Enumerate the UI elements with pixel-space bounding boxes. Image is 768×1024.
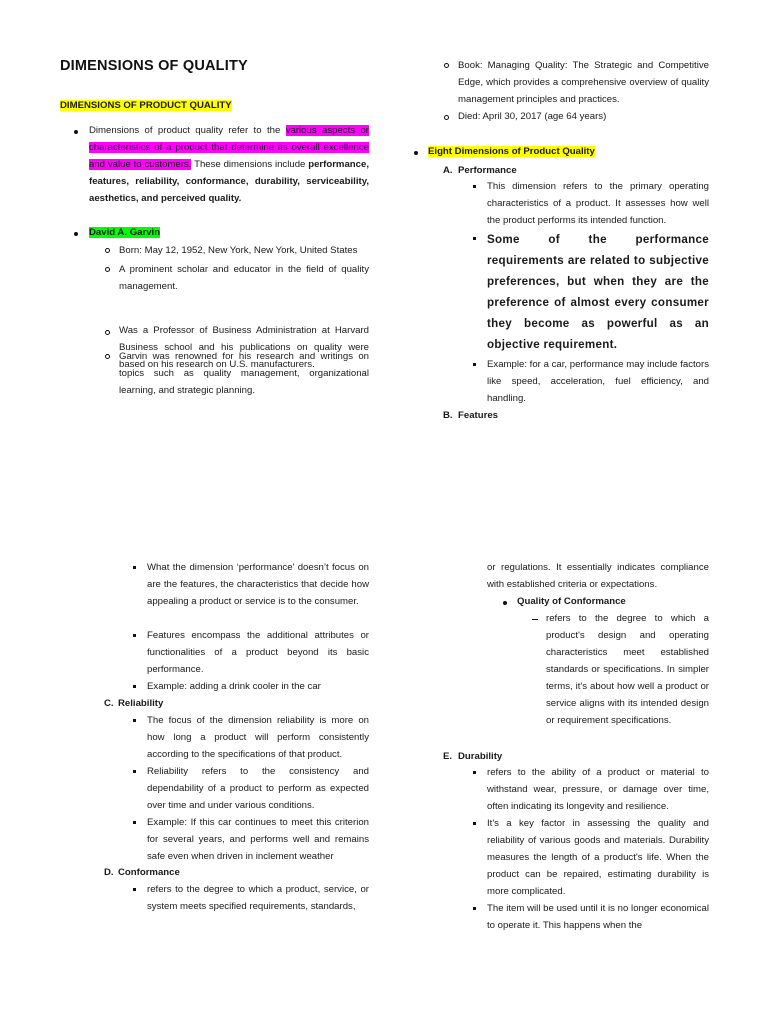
durability-item: The item will be used until it is no longer economical to operate it. This happens when the <box>487 903 709 931</box>
section-title-reliability: Reliability <box>118 698 164 709</box>
section-letter-a: A. <box>443 165 453 176</box>
square-bullet-icon <box>133 719 136 722</box>
section-letter-e: E. <box>443 751 453 762</box>
performance-item-emphasis: Some of the performance requirements are related to subjective preferences, but when they are the preference of almost every consumer they become as powerful as an objective requirement. <box>487 233 709 351</box>
square-bullet-icon <box>473 822 476 825</box>
conformance-continued: or regulations. It essentially indicates compliance with established criteria or expectations. <box>487 562 709 590</box>
garvin-heading <box>89 227 160 238</box>
features-item: What the dimension ‘performance’ doesn’t focus on are the features, the characteristics that decide how appealing a product or service is to the consumer. <box>147 562 369 607</box>
section-letter-b: B. <box>443 410 453 421</box>
intro-pre: Dimensions of product quality refer to the <box>89 125 286 136</box>
died-item: Died: April 30, 2017 (age 64 years) <box>458 111 607 122</box>
quality-of-conformance-title: Quality of Conformance <box>517 596 626 607</box>
square-bullet-icon <box>473 237 476 240</box>
reliability-item: Example: If this car continues to meet this criterion for several years, and performs well and remains safe even when driven in inclement weather <box>147 817 369 862</box>
durability-item: refers to the ability of a product or material to withstand wear, pressure, or damage over time, often indicating its longevity and resilience. <box>487 767 709 812</box>
section-letter-c: C. <box>104 698 114 709</box>
conformance-item: refers to the degree to which a product, service, or system meets specified requirements, standards, <box>147 884 369 912</box>
square-bullet-icon <box>133 634 136 637</box>
circle-bullet-icon <box>105 248 110 253</box>
page-title: DIMENSIONS OF QUALITY <box>60 58 248 74</box>
section-subtitle <box>60 100 232 111</box>
square-bullet-icon <box>133 821 136 824</box>
square-bullet-icon <box>473 771 476 774</box>
circle-bullet-icon <box>105 354 110 359</box>
garvin-item: A prominent scholar and educator in the field of quality management. <box>119 264 369 292</box>
performance-item: This dimension refers to the primary operating characteristics of a product. It assesses how well the product performs its intended function. <box>487 181 709 226</box>
garvin-name: David A. Garvin <box>89 227 161 238</box>
bullet-icon <box>74 130 78 134</box>
section-title-performance: Performance <box>458 165 517 176</box>
features-item: Example: adding a drink cooler in the car <box>147 681 321 692</box>
circle-bullet-icon <box>105 330 110 335</box>
square-bullet-icon <box>473 185 476 188</box>
quality-of-conformance-text: refers to the degree to which a product's design and operating characteristics meet established standards or specifications. In simpler terms, it's about how well a product or service aligns with its intended design or requirement specifications. <box>546 613 709 726</box>
section-title-features: Features <box>458 410 498 421</box>
reliability-item: The focus of the dimension reliability is more on how long a product will perform consistently according to the specifications of that product. <box>147 715 369 760</box>
durability-item: It's a key factor in assessing the quality and reliability of various goods and materials. Durability measures the length of a product's life. When the product can be repaired, estimating durability is more complicated. <box>487 818 709 897</box>
dash-bullet-icon <box>532 619 538 620</box>
eight-dimensions-heading <box>428 146 595 157</box>
square-bullet-icon <box>133 770 136 773</box>
intro-post: These dimensions include <box>191 159 309 170</box>
performance-item: Example: for a car, performance may include factors like speed, acceleration, fuel efficiency, and handling. <box>487 359 709 404</box>
garvin-item: Was a Professor of Business Administration at Harvard Business school and his publications on quality were based on his research on U.S. manufacturers. <box>119 325 369 370</box>
bullet-icon <box>74 232 78 236</box>
intro-paragraph <box>89 122 369 207</box>
circle-bullet-icon <box>444 115 449 120</box>
circle-bullet-icon <box>105 267 110 272</box>
subtitle-text: DIMENSIONS OF PRODUCT QUALITY <box>60 100 232 111</box>
square-bullet-icon <box>133 685 136 688</box>
bullet-icon <box>503 601 507 605</box>
features-item: Features encompass the additional attributes or functionalities of a product beyond its basic performance. <box>147 630 369 675</box>
intro-bold: performance, features, reliability, conformance, durability, serviceability, aesthetics, and perceived quality. <box>89 159 369 204</box>
circle-bullet-icon <box>444 63 449 68</box>
section-letter-d: D. <box>104 867 114 878</box>
square-bullet-icon <box>133 888 136 891</box>
section-title-durability: Durability <box>458 751 503 762</box>
square-bullet-icon <box>473 907 476 910</box>
garvin-item: Garvin was renowned for his research and writings on topics such as quality management, organizational learning, and strategic planning. <box>119 351 369 396</box>
square-bullet-icon <box>473 363 476 366</box>
section-title-conformance: Conformance <box>118 867 180 878</box>
garvin-item: Born: May 12, 1952, New York, New York, United States <box>119 245 358 256</box>
bullet-icon <box>414 151 418 155</box>
eight-heading-text: Eight Dimensions of Product Quality <box>428 146 595 157</box>
book-item: Book: Managing Quality: The Strategic and Competitive Edge, which provides a comprehensive overview of quality management principles and practices. <box>458 60 709 105</box>
reliability-item: Reliability refers to the consistency and dependability of a product to perform as expected over time and under various conditions. <box>147 766 369 811</box>
square-bullet-icon <box>133 566 136 569</box>
intro-highlight: various aspects or characteristics of a product that determine its overall excellence and value to customers. <box>89 125 369 170</box>
